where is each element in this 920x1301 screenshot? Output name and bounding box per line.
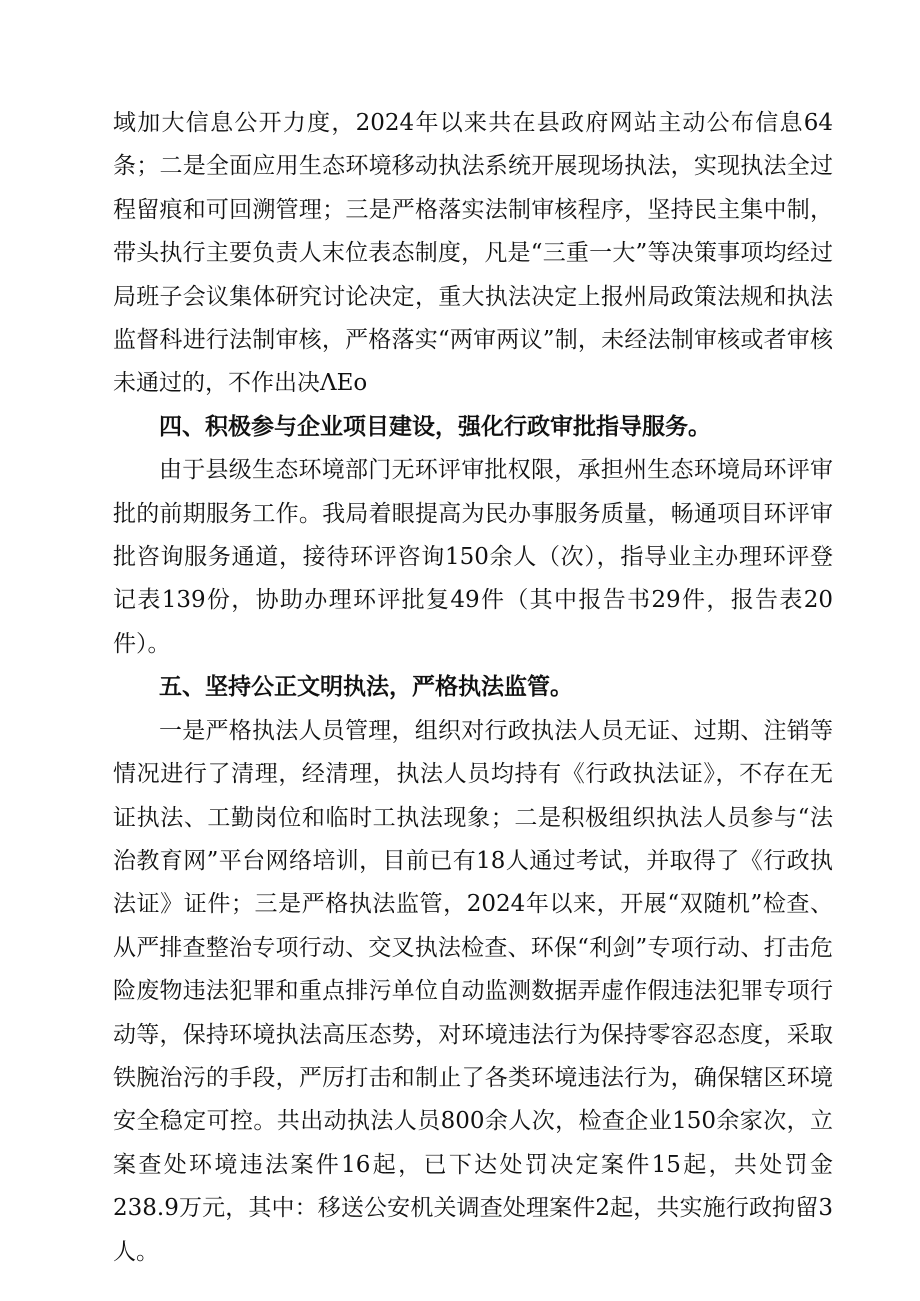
paragraph-enforcement: 一是严格执法人员管理，组织对行政执法人员无证、过期、注销等情况进行了清理，经清理，执法人员均持有《行政执法证》，不存在无证执法、工勤岗位和临时工执法现象；二是积极组织执法人员参与“法治教育网”平台网络培训，目前已有18人通过考试，并取得了《行政执法证》证件；三是严格执法监管，2024年以来，开展“双随机”检查、从严排查整治专项行动、交叉执法检查、环保“利剑”专项行动、打击危险废物违法犯罪和重点排污单位自动监测数据弄虚作假违法犯罪专项行动等，保持环境执法高压态势，对环境违法行为保持零容忍态度，采取铁腕治污的手段，严厉打击和制止了各类环境违法行为，确保辖区环境安全稳定可控。共出动执法人员800余人次，检查企业150余家次，立案查处环境违法案件16起，已下达处罚决定案件15起，共处罚金238.9万元，其中：移送公安机关调查处理案件2起，共实施行政拘留3人。: [113, 717, 833, 1265]
section-heading-4: 四、积极参与企业项目建设，强化行政审批指导服务。: [159, 413, 711, 440]
section-heading-5: 五、坚持公正文明执法，严格执法监管。: [159, 674, 573, 701]
document-body: [113, 102, 833, 1274]
paragraph-continuation: 域加大信息公开力度，2024年以来共在县政府网站主动公布信息64条；二是全面应用生态环境移动执法系统开展现场执法，实现执法全过程留痕和可回溯管理；三是严格落实法制审核程序，坚持民主集中制，带头执行主要负责人末位表态制度，凡是“三重一大”等决策事项均经过局班子会议集体研究讨论决定，重大执法决定上报州局政策法规和执法监督科进行法制审核，严格落实“两审两议”制，未经法制审核或者审核未通过的，不作出决ΛEo: [113, 110, 833, 397]
paragraph-eia-service: 由于县级生态环境部门无环评审批权限，承担州生态环境局环评审批的前期服务工作。我局着眼提高为民办事服务质量，畅通项目环评审批咨询服务通道，接待环评咨询150余人（次），指导业主办理环评登记表139份，协助办理环评批复49件（其中报告书29件，报告表20件）。: [113, 457, 833, 657]
